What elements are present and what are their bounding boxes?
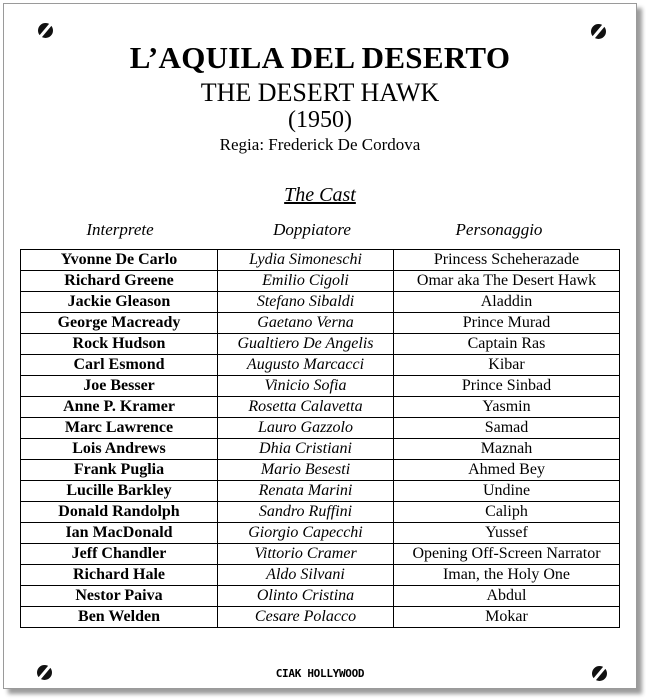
role-cell: Captain Ras: [394, 334, 620, 355]
table-row: [21, 355, 620, 376]
role-cell: Prince Murad: [394, 313, 620, 334]
table-row: [21, 523, 620, 544]
table-row: [21, 292, 620, 313]
dubber-cell: Vinicio Sofia: [218, 376, 394, 397]
role-cell: Yasmin: [394, 397, 620, 418]
actor-cell: Rock Hudson: [21, 334, 218, 355]
role-cell: Aladdin: [394, 292, 620, 313]
table-row: [21, 376, 620, 397]
actor-cell: Richard Greene: [21, 271, 218, 292]
dubber-cell: Dhia Cristiani: [218, 439, 394, 460]
actor-cell: Jackie Gleason: [21, 292, 218, 313]
column-header-role: Personaggio: [455, 220, 543, 239]
actor-cell: Marc Lawrence: [21, 418, 218, 439]
table-row: [21, 502, 620, 523]
dubber-cell: Vittorio Cramer: [218, 544, 394, 565]
actor-cell: Lucille Barkley: [21, 481, 218, 502]
table-row: [21, 544, 620, 565]
dubber-cell: Cesare Polacco: [218, 607, 394, 628]
role-cell: Caliph: [394, 502, 620, 523]
dubber-cell: Lydia Simoneschi: [218, 250, 394, 271]
actor-cell: Frank Puglia: [21, 460, 218, 481]
actor-cell: Yvonne De Carlo: [21, 250, 218, 271]
table-row: [21, 250, 620, 271]
role-cell: Ahmed Bey: [394, 460, 620, 481]
table-row: [21, 418, 620, 439]
role-cell: Prince Sinbad: [394, 376, 620, 397]
table-row: [21, 397, 620, 418]
role-cell: Iman, the Holy One: [394, 565, 620, 586]
dubber-cell: Augusto Marcacci: [218, 355, 394, 376]
role-cell: Undine: [394, 481, 620, 502]
role-cell: Samad: [394, 418, 620, 439]
cast-plaque: [3, 3, 637, 689]
actor-cell: Carl Esmond: [21, 355, 218, 376]
table-row: [21, 460, 620, 481]
dubber-cell: Lauro Gazzolo: [218, 418, 394, 439]
actor-cell: Donald Randolph: [21, 502, 218, 523]
actor-cell: Anne P. Kramer: [21, 397, 218, 418]
dubber-cell: Stefano Sibaldi: [218, 292, 394, 313]
table-row: [21, 565, 620, 586]
actor-cell: Joe Besser: [21, 376, 218, 397]
table-row: [21, 586, 620, 607]
dubber-cell: Sandro Ruffini: [218, 502, 394, 523]
table-row: [21, 334, 620, 355]
actor-cell: Lois Andrews: [21, 439, 218, 460]
dubber-cell: Olinto Cristina: [218, 586, 394, 607]
actor-cell: Nestor Paiva: [21, 586, 218, 607]
dubber-cell: Mario Besesti: [218, 460, 394, 481]
dubber-cell: Aldo Silvani: [218, 565, 394, 586]
cast-table: [20, 249, 620, 628]
dubber-cell: Gualtiero De Angelis: [218, 334, 394, 355]
role-cell: Abdul: [394, 586, 620, 607]
table-row: [21, 313, 620, 334]
brand-logo: CIAK HOLLYWOOD: [275, 667, 365, 680]
dubber-cell: Emilio Cigoli: [218, 271, 394, 292]
dubber-cell: Rosetta Calavetta: [218, 397, 394, 418]
section-heading: [4, 184, 636, 207]
director-credit: Regia: Frederick De Cordova: [219, 135, 421, 154]
role-cell: Kibar: [394, 355, 620, 376]
role-cell: Mokar: [394, 607, 620, 628]
dubber-cell: Gaetano Verna: [218, 313, 394, 334]
actor-cell: George Macready: [21, 313, 218, 334]
role-cell: Maznah: [394, 439, 620, 460]
column-header-dubber: Doppiatore: [273, 220, 351, 239]
role-cell: Opening Off-Screen Narrator: [394, 544, 620, 565]
table-row: [21, 481, 620, 502]
table-row: [21, 607, 620, 628]
role-cell: Yussef: [394, 523, 620, 544]
original-title: THE DESERT HAWK: [200, 78, 440, 107]
table-row: [21, 271, 620, 292]
actor-cell: Ian MacDonald: [21, 523, 218, 544]
section-heading-text: The Cast: [284, 184, 356, 206]
dubber-cell: Renata Marini: [218, 481, 394, 502]
actor-cell: Ben Welden: [21, 607, 218, 628]
screw-icon: [38, 23, 53, 38]
screw-icon: [591, 24, 606, 39]
role-cell: Omar aka The Desert Hawk: [394, 271, 620, 292]
role-cell: Princess Scheherazade: [394, 250, 620, 271]
italian-title: L’AQUILA DEL DESERTO: [129, 40, 511, 75]
release-year: (1950): [288, 107, 352, 133]
column-header-actor: Interprete: [86, 220, 154, 239]
table-row: [21, 439, 620, 460]
actor-cell: Richard Hale: [21, 565, 218, 586]
dubber-cell: Giorgio Capecchi: [218, 523, 394, 544]
actor-cell: Jeff Chandler: [21, 544, 218, 565]
